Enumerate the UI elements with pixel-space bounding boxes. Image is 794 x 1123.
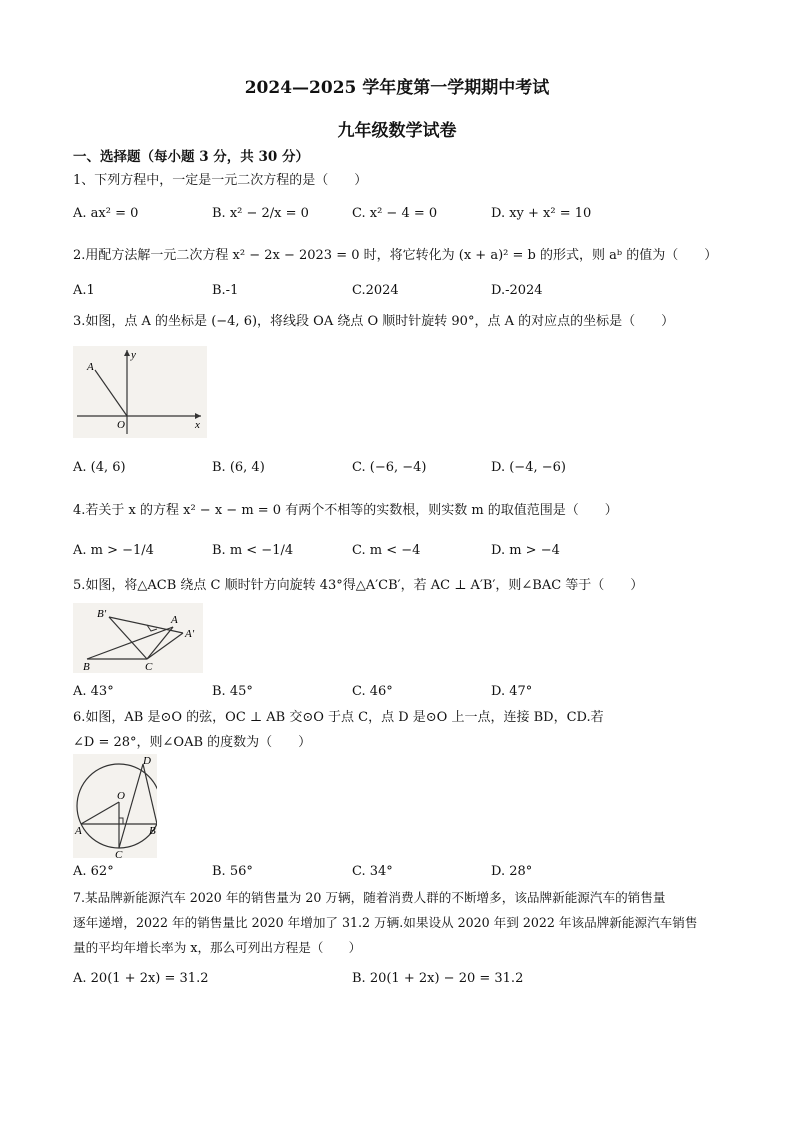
q5-stem: 5.如图，将△ACB 绕点 C 顺时针方向旋转 43°得△A′CB′，若 AC ⊥ A′B′，则∠BAC 等于（ ） [73, 578, 644, 593]
q5-label-a-prime: A′ [185, 628, 195, 640]
q1-option-b[interactable]: B. x² − 2/x = 0 [212, 206, 309, 221]
q2-option-d[interactable]: D.-2024 [491, 283, 543, 298]
q5-option-d[interactable]: D. 47° [491, 684, 533, 699]
q7-stem-line2: 逐年递增，2022 年的销售量比 2020 年增加了 31.2 万辆.如果设从 2020 年到 2022 年该品牌新能源汽车销售 [73, 915, 698, 930]
exam-subtitle: 九年级数学试卷 [337, 121, 457, 141]
q3-label-y: y [131, 349, 136, 361]
q1-option-a[interactable]: A. ax² = 0 [73, 206, 139, 221]
q4-option-d[interactable]: D. m > −4 [491, 543, 560, 558]
section-heading: 一、选择题（每小题 3 分，共 30 分） [73, 149, 309, 165]
q2-option-b[interactable]: B.-1 [212, 283, 239, 298]
q2-option-a[interactable]: A.1 [73, 283, 95, 298]
q5-label-a: A [171, 614, 178, 626]
q6-label-b: B [149, 825, 156, 837]
q6-label-a: A [75, 825, 82, 837]
q3-stem: 3.如图，点 A 的坐标是 (−4, 6)，将线段 OA 绕点 O 顺时针旋转 90°，点 A 的对应点的坐标是（ ） [73, 314, 675, 329]
q7-option-b[interactable]: B. 20(1 + 2x) − 20 = 31.2 [352, 971, 524, 986]
q5-label-b: B [83, 661, 90, 673]
q3-label-o: O [117, 419, 125, 431]
q3-figure [73, 346, 207, 438]
q3-option-b[interactable]: B. (6, 4) [212, 460, 265, 475]
q4-option-b[interactable]: B. m < −1/4 [212, 543, 294, 558]
q6-label-c: C [115, 849, 123, 858]
q5-label-b-prime: B′ [97, 608, 107, 620]
q4-stem: 4.若关于 x 的方程 x² − x − m = 0 有两个不相等的实数根，则实数 m 的取值范围是（ ） [73, 503, 618, 518]
q5-option-a[interactable]: A. 43° [73, 684, 114, 699]
q7-stem-line3: 量的平均年增长率为 x，那么可列出方程是（ ） [73, 940, 362, 955]
q3-label-x: x [195, 419, 200, 431]
exam-title: 2024—2025 学年度第一学期期中考试 [244, 78, 550, 98]
q4-option-a[interactable]: A. m > −1/4 [73, 543, 154, 558]
q6-label-o: O [117, 790, 125, 802]
q1-option-d[interactable]: D. xy + x² = 10 [491, 206, 592, 221]
q6-option-a[interactable]: A. 62° [73, 864, 114, 879]
q7-stem-line1: 7.某品牌新能源汽车 2020 年的销售量为 20 万辆，随着消费人群的不断增多，该品牌新能源汽车的销售量 [73, 890, 666, 905]
q6-option-b[interactable]: B. 56° [212, 864, 253, 879]
q6-option-d[interactable]: D. 28° [491, 864, 533, 879]
q6-label-d: D [143, 755, 151, 767]
q3-label-a: A [87, 361, 94, 373]
q3-option-a[interactable]: A. (4, 6) [73, 460, 126, 475]
q1-option-c[interactable]: C. x² − 4 = 0 [352, 206, 438, 221]
q5-figure [73, 603, 203, 673]
q5-option-b[interactable]: B. 45° [212, 684, 253, 699]
q2-stem: 2.用配方法解一元二次方程 x² − 2x − 2023 = 0 时，将它转化为 (x + a)² = b 的形式，则 aᵇ 的值为（ ） [73, 248, 718, 263]
q2-option-c[interactable]: C.2024 [352, 283, 399, 298]
q5-label-c: C [145, 661, 153, 673]
q5-option-c[interactable]: C. 46° [352, 684, 393, 699]
q6-stem-line2: ∠D = 28°，则∠OAB 的度数为（ ） [73, 735, 312, 750]
q1-stem: 1、下列方程中，一定是一元二次方程的是（ ） [73, 173, 368, 188]
q3-option-d[interactable]: D. (−4, −6) [491, 460, 566, 475]
q6-stem-line1: 6.如图，AB 是⊙O 的弦，OC ⊥ AB 交⊙O 于点 C，点 D 是⊙O 上一点，连接 BD，CD.若 [73, 710, 604, 725]
q7-option-a[interactable]: A. 20(1 + 2x) = 31.2 [73, 971, 209, 986]
q3-option-c[interactable]: C. (−6, −4) [352, 460, 427, 475]
q6-option-c[interactable]: C. 34° [352, 864, 393, 879]
q4-option-c[interactable]: C. m < −4 [352, 543, 421, 558]
q6-figure [73, 754, 157, 858]
